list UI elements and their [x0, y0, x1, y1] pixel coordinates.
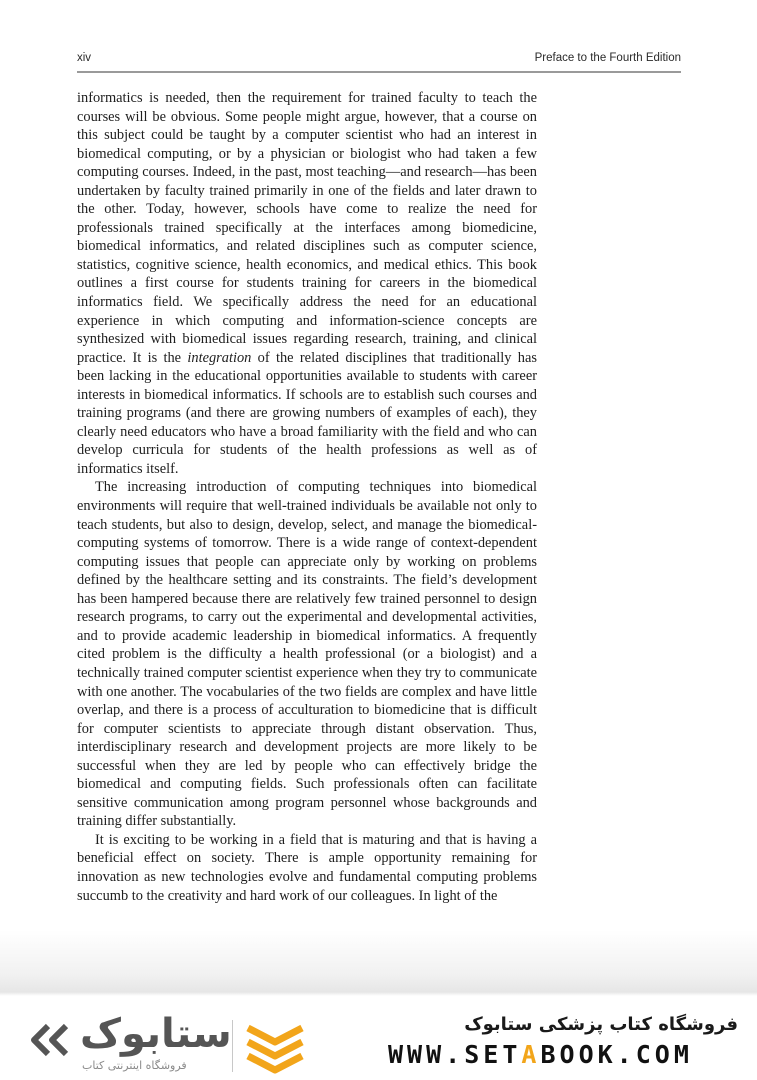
- setabook-logo: [28, 1010, 288, 1074]
- body-text: [77, 89, 537, 905]
- store-name: فروشگاه کتاب پزشکی ستابوک: [464, 1014, 738, 1035]
- url-letter-b: B: [540, 1040, 560, 1069]
- url-prefix: WWW.: [388, 1040, 465, 1069]
- logo-wordmark: ستابوک: [80, 1011, 232, 1057]
- url-letter-s: S: [464, 1040, 484, 1069]
- paragraph-3: It is exciting to be working in a field that is maturing and that is having a beneficial effect on society. There is ample opportunity remaining for innovation as new technologies evolve and fundamental computing problems succumb to the creativity and hard work of our colleagues. In light of the: [77, 831, 537, 904]
- url-letter-e: E: [483, 1040, 503, 1069]
- paragraph-1-text-b: of the related disciplines that traditionally has been lacking in the educational opportunities available to students with career interests in biomedical informatics. If schools are to establish such courses and training programs (and there are growing numbers of examples of each), they clearly need educators who have a broad familiarity with the field and who can develop curricula for students of the health professions as well as of informatics itself.: [77, 349, 537, 477]
- italic-integration: integration: [187, 349, 252, 366]
- url-letter-a: A: [521, 1040, 541, 1069]
- logo-divider: [232, 1020, 233, 1072]
- footer-banner: [0, 996, 757, 1080]
- logo-subtitle: فروشگاه اینترنتی کتاب: [82, 1059, 187, 1072]
- paragraph-1-text-a: informatics is needed, then the requirement for trained faculty to teach the courses will be obvious. Some people might argue, however, that a course on this subject could be taught by a computer scientist who had an interest in biomedical computing, or by a physician or biologist who had taken a few computing courses. Indeed, in the past, most teaching—and research—has been undertaken by faculty trained primarily in one of the fields and later drawn to the other. Today, however, schools have come to realize the need for professionals trained specifically at the interfaces among biomedicine, biomedical informatics, and related disciplines such as computer science, statistics, cognitive science, health economics, and medical ethics. This book outlines a first course for students training for careers in the biomedical informatics field. We specifically address the need for an educational experience in which computing and information-science concepts are synthesized with biomedical issues regarding research, training, and clinical practice. It is the: [77, 90, 537, 366]
- page-number: xiv: [77, 52, 92, 64]
- running-title: Preface to the Fourth Edition: [534, 52, 681, 64]
- header-rule: [77, 71, 681, 73]
- double-chevron-icon: [28, 1022, 74, 1058]
- url-letter-t: T: [502, 1040, 522, 1069]
- url-suffix: OOK.COM: [559, 1040, 693, 1069]
- stacked-books-icon: [244, 1022, 306, 1074]
- paragraph-2: The increasing introduction of computing techniques into biomedical environments will require that well-trained individuals be available not only to teach students, but also to design, develop, select, and manage the biomedical-computing systems of tomorrow. There is a wide range of context-dependent computing issues that people can appreciate only by working on problems defined by the healthcare setting and its constraints. The field’s development has been hampered because there are relatively few trained personnel to design research programs, to carry out the experimental and developmental activities, and to provide academic leadership in biomedical informatics. A frequently cited problem is the difficulty a health professional (or a biologist) and a technically trained computer scientist experience when they try to communicate with one another. The vocabularies of the two fields are complex and have little overlap, and there is a process of acculturation to biomedicine that is difficult for computer scientists to appreciate through distant observation. Thus, interdisciplinary research and development projects are more likely to be successful when they are led by people who can effectively bridge the biomedical and computing fields. Such professionals often can facilitate sensitive communication among program personnel whose backgrounds and training differ substantially.: [77, 479, 537, 830]
- store-url[interactable]: [388, 1040, 748, 1070]
- running-head: [77, 52, 681, 70]
- paragraph-1: [77, 89, 537, 478]
